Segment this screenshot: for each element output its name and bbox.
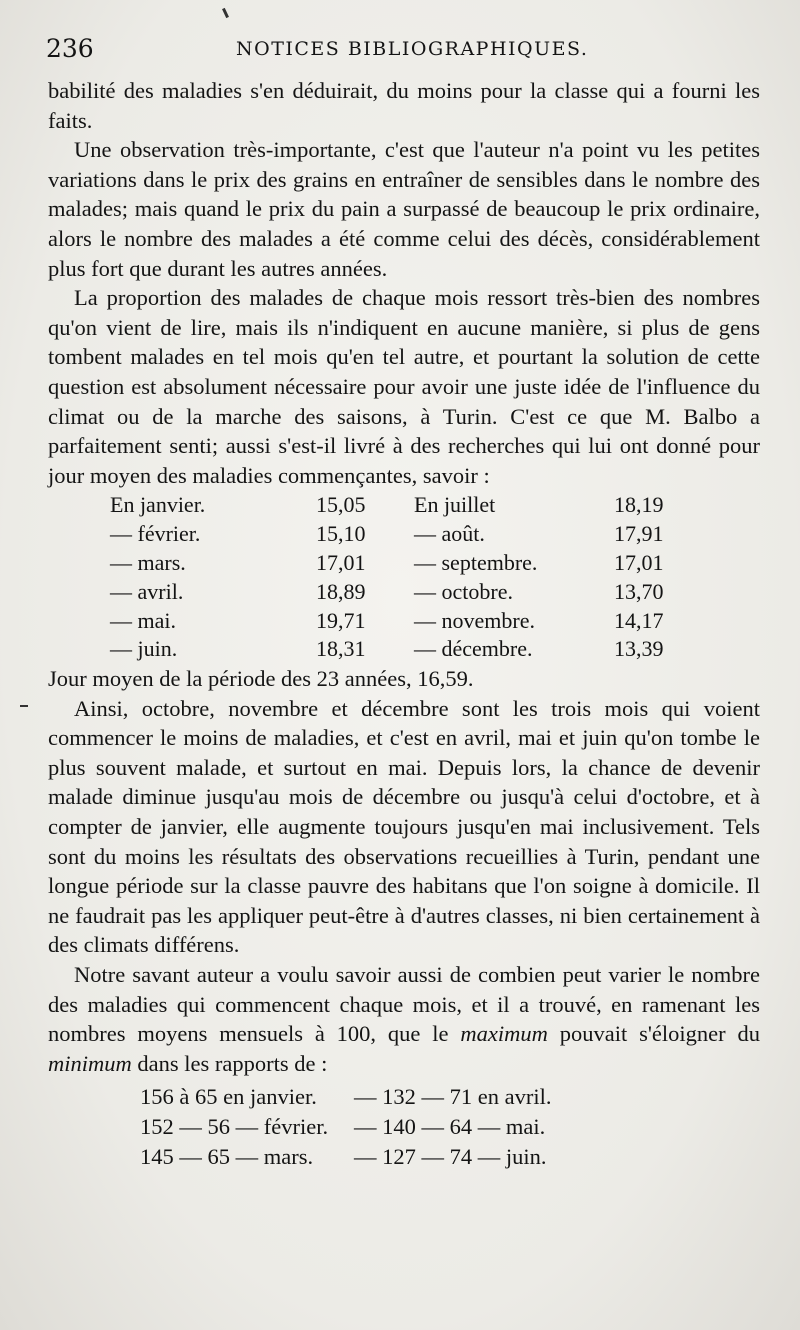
month-label: En janvier.: [110, 492, 206, 518]
month-label: — août.: [414, 521, 485, 547]
month-value: 15,10: [316, 521, 366, 547]
page-header: [46, 34, 762, 74]
table-row: [110, 635, 724, 664]
ratio-cell: 156 à 65 en janvier.: [140, 1084, 317, 1110]
month-value: 18,19: [614, 492, 664, 518]
ratio-table: [140, 1082, 602, 1171]
month-label: — décembre.: [414, 636, 533, 662]
month-label: — mars.: [110, 549, 186, 575]
month-label: — octobre.: [414, 578, 513, 604]
month-value: 15,05: [316, 492, 366, 518]
italic-term: maximum: [460, 1021, 548, 1047]
table-row: [110, 607, 724, 636]
month-label: — juin.: [110, 636, 178, 662]
month-value: 19,71: [316, 607, 366, 633]
average-line: Jour moyen de la période des 23 années, 16,59.: [48, 666, 474, 692]
paragraph-continuation: babilité des maladies s'en déduirait, du moins pour la classe qui a fourni les faits.: [48, 78, 760, 133]
paragraph-variation: [48, 960, 760, 1078]
running-head: NOTICES BIBLIOGRAPHIQUES.: [236, 38, 589, 60]
month-label: — mai.: [110, 607, 176, 633]
ratio-cell: — 140 — 64 — mai.: [354, 1114, 546, 1139]
month-label: — novembre.: [414, 607, 535, 633]
month-label: — février.: [110, 521, 201, 547]
table-row: [110, 549, 724, 578]
month-value: 13,39: [614, 636, 664, 662]
ratio-cell: 145 — 65 — mars.: [140, 1143, 314, 1169]
text-run: Notre savant auteur a voulu savoir aussi de combien peut varier le nombre des maladies qui commencent chaque mois, et il a trouvé, en ramenant les nombres moyens mensuels à 100, que le: [48, 962, 760, 1047]
table-row: [110, 520, 724, 549]
ink-mark: [222, 8, 229, 18]
ratio-cell: — 127 — 74 — juin.: [354, 1143, 547, 1169]
text-run: pouvait s'éloigner du: [547, 1021, 760, 1047]
text-run: dans les rapports de :: [131, 1050, 328, 1076]
paragraph-proportion: La proportion des malades de chaque mois ressort très-bien des nombres qu'on vient de lire, mais ils n'indiquent en aucune manière, si plus de gens tombent malades en tel mois qu'en tel autre, et pourtant la solution de cette question est absolument nécessaire pour avoir une juste idée de l'influence du climat ou de la marche des saisons, à Turin. C'est ce que M. Balbo a parfaitement senti; aussi s'est-il livré à des recherches qui lui ont donné pour jour moyen des maladies commençantes, savoir :: [48, 285, 760, 488]
paragraph-conclusion: Ainsi, octobre, novembre et décembre sont les trois mois qui voient commencer le moins de maladies, et c'est en avril, mai et juin qu'on tombe le plus souvent malade, et surtout en mai. Depuis lors, la chance de devenir malade diminue jusqu'au mois de décembre ou jusqu'à celui d'octobre, et à compter de janvier, elle augmente toujours jusqu'en mai inclusivement. Tels sont du moins les résultats des observations recueillies à Turin, pendant une longue période sur la classe pauvre des habitans que l'on soigne à domicile. Il ne faudrait pas les appliquer peut-être à d'autres classes, ni bien certainement à des climats différens.: [48, 695, 760, 958]
month-value: 17,01: [614, 549, 664, 575]
ratio-cell: 152 — 56 — février.: [140, 1114, 329, 1139]
table-row: [140, 1142, 602, 1172]
ratio-cell: — 132 — 71 en avril.: [354, 1084, 552, 1110]
table-row: [140, 1112, 602, 1142]
month-value: 13,70: [614, 578, 664, 604]
month-value: 18,89: [316, 578, 366, 604]
month-value: 17,91: [614, 521, 664, 547]
page-number: 236: [46, 34, 94, 63]
month-label: En juillet: [414, 492, 496, 518]
month-value: 17,01: [316, 549, 366, 575]
monthly-average-table: [110, 491, 724, 664]
paragraph-observation: Une observation très-importante, c'est que l'auteur n'a point vu les petites variations dans le prix des grains en entraîner de sensibles dans le nombre des malades; mais quand le prix du pain a surpassé de beaucoup le prix ordinaire, alors le nombre des malades a été comme celui des décès, considérablement plus fort que durant les autres années.: [48, 137, 760, 281]
month-value: 18,31: [316, 636, 366, 662]
table-row: [110, 578, 724, 607]
month-value: 14,17: [614, 607, 664, 633]
month-label: — septembre.: [414, 549, 538, 575]
table-row: [110, 491, 724, 520]
month-label: — avril.: [110, 578, 184, 604]
table-row: [140, 1082, 602, 1112]
body-text: [48, 76, 760, 1171]
margin-mark: [20, 705, 28, 707]
italic-term: minimum: [48, 1050, 132, 1076]
